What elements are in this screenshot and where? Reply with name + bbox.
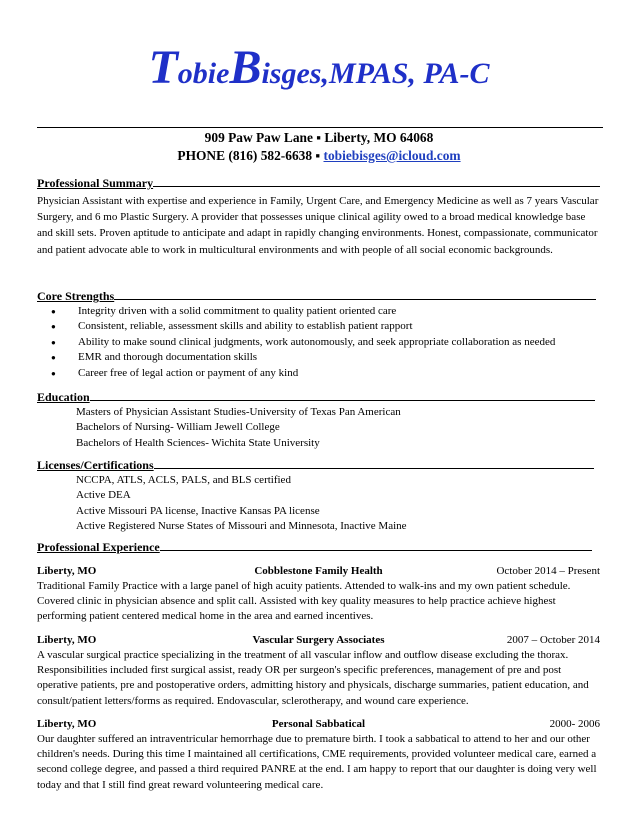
job-dates: October 2014 – Present — [496, 565, 600, 577]
job-header — [37, 565, 600, 580]
strengths-list — [37, 304, 602, 381]
licenses-heading — [37, 458, 600, 473]
job-location: Liberty, MO — [37, 565, 97, 577]
name-first-rest: obie — [177, 57, 230, 90]
education-heading-rule — [90, 399, 595, 401]
job-organization: Vascular Surgery Associates — [252, 634, 385, 646]
summary-heading-rule — [153, 185, 600, 187]
list-item: Active Missouri PA license, Inactive Kansas PA license — [76, 504, 320, 517]
job-location: Liberty, MO — [37, 634, 97, 646]
job-header — [37, 718, 600, 733]
job-description: A vascular surgical practice specializing in the treatment of all vascular inflow and outflow disease excluding the thorax. Responsibilities included first surgical assist, ready OR per surgeon's specific preferences, management of pre and post operative patients, pre and postoperative orders, admitting history and physicals, discharge summaries, patient education, and consult/patient letters/forms as required. Endovascular, sclerotherapy, and wound care experience. — [37, 649, 589, 707]
licenses-list — [76, 473, 596, 534]
summary-heading — [37, 176, 600, 191]
experience-heading-text: Professional Experience — [37, 540, 160, 554]
name-last-initial: B — [229, 41, 262, 94]
address-line: 909 Paw Paw Lane ▪ Liberty, MO 64068 — [204, 130, 434, 145]
phone-email-line — [0, 148, 638, 164]
licenses-heading-rule — [154, 467, 594, 469]
list-item: Active Registered Nurse States of Missouri and Minnesota, Inactive Maine — [76, 519, 407, 532]
education-list — [76, 405, 596, 451]
experience-heading-rule — [160, 549, 592, 551]
list-item: ● Consistent, reliable, assessment skills and ability to establish patient rapport — [37, 319, 602, 334]
job-organization: Cobblestone Family Health — [254, 565, 383, 577]
job-header — [37, 634, 600, 649]
name-last-rest: isges,MPAS, PA-C — [261, 57, 490, 90]
job-location: Liberty, MO — [37, 718, 97, 730]
phone-text: PHONE (816) 582-6638 ▪ — [177, 148, 324, 163]
strengths-heading — [37, 289, 600, 304]
list-item: ● Career free of legal action or payment of any kind — [37, 366, 602, 381]
strengths-heading-rule — [114, 298, 596, 300]
list-item: Bachelors of Health Sciences- Wichita State University — [76, 436, 320, 449]
job-description: Our daughter suffered an intraventricular hemorrhage due to premature birth. I took a sabbatical to attend to her and our other children's needs. During this time I maintained all certifications, CME requirements, provided volunteer medical care, earned a second college degree, and passed a third required PANRE at the end. I am happy to report that our daughter is doing very well today and that I still find great reward volunteering medical care. — [37, 733, 597, 791]
name-first-initial: T — [148, 41, 178, 94]
summary-text: Physician Assistant with expertise and experience in Family, Urgent Care, and Emergency Medicine as well as 7 years Vascular Surgery, and 6 mo Plastic Surgery. A provider that possesses unique clinical agility owed to a broad medical knowledge base and skill sets. Proven aptitude to anticipate and adapt in rapidly changing environments. Honest, compassionate, communicator and patient advocate able to work in multicultural environments and with people of all social economic backgrounds. — [37, 195, 599, 256]
job-dates: 2007 – October 2014 — [506, 634, 600, 646]
licenses-heading-text: Licenses/Certifications — [37, 458, 154, 472]
job-organization: Personal Sabbatical — [271, 718, 366, 730]
list-item: Active DEA — [76, 489, 131, 502]
education-heading-text: Education — [37, 390, 90, 404]
email-link[interactable]: tobiebisges@icloud.com — [323, 148, 461, 163]
header-divider — [37, 127, 603, 128]
list-item: ● EMR and thorough documentation skills — [37, 350, 602, 365]
job-description: Traditional Family Practice with a large panel of high acuity patients. Attended to walk-ins and my own patient schedule. Covered clinic in physician absence and split call. Assisted with key quality measures to help practice achieve highest performing patient centered medical home in the area and earned incentives. — [37, 580, 571, 623]
experience-heading — [37, 540, 600, 555]
list-item: NCCPA, ATLS, ACLS, PALS, and BLS certified — [76, 474, 291, 486]
list-item: Bachelors of Nursing- William Jewell College — [76, 421, 280, 434]
list-item: ● Integrity driven with a solid commitment to quality patient oriented care — [37, 304, 602, 319]
strengths-heading-text: Core Strengths — [37, 289, 115, 303]
education-heading — [37, 390, 600, 405]
job-dates: 2000- 2006 — [549, 718, 600, 730]
candidate-name — [0, 40, 638, 95]
summary-heading-text: Professional Summary — [37, 176, 154, 190]
list-item: Masters of Physician Assistant Studies-University of Texas Pan American — [76, 406, 401, 418]
list-item: ● Ability to make sound clinical judgments, work autonomously, and seek appropriate collaboration as needed — [37, 335, 602, 350]
